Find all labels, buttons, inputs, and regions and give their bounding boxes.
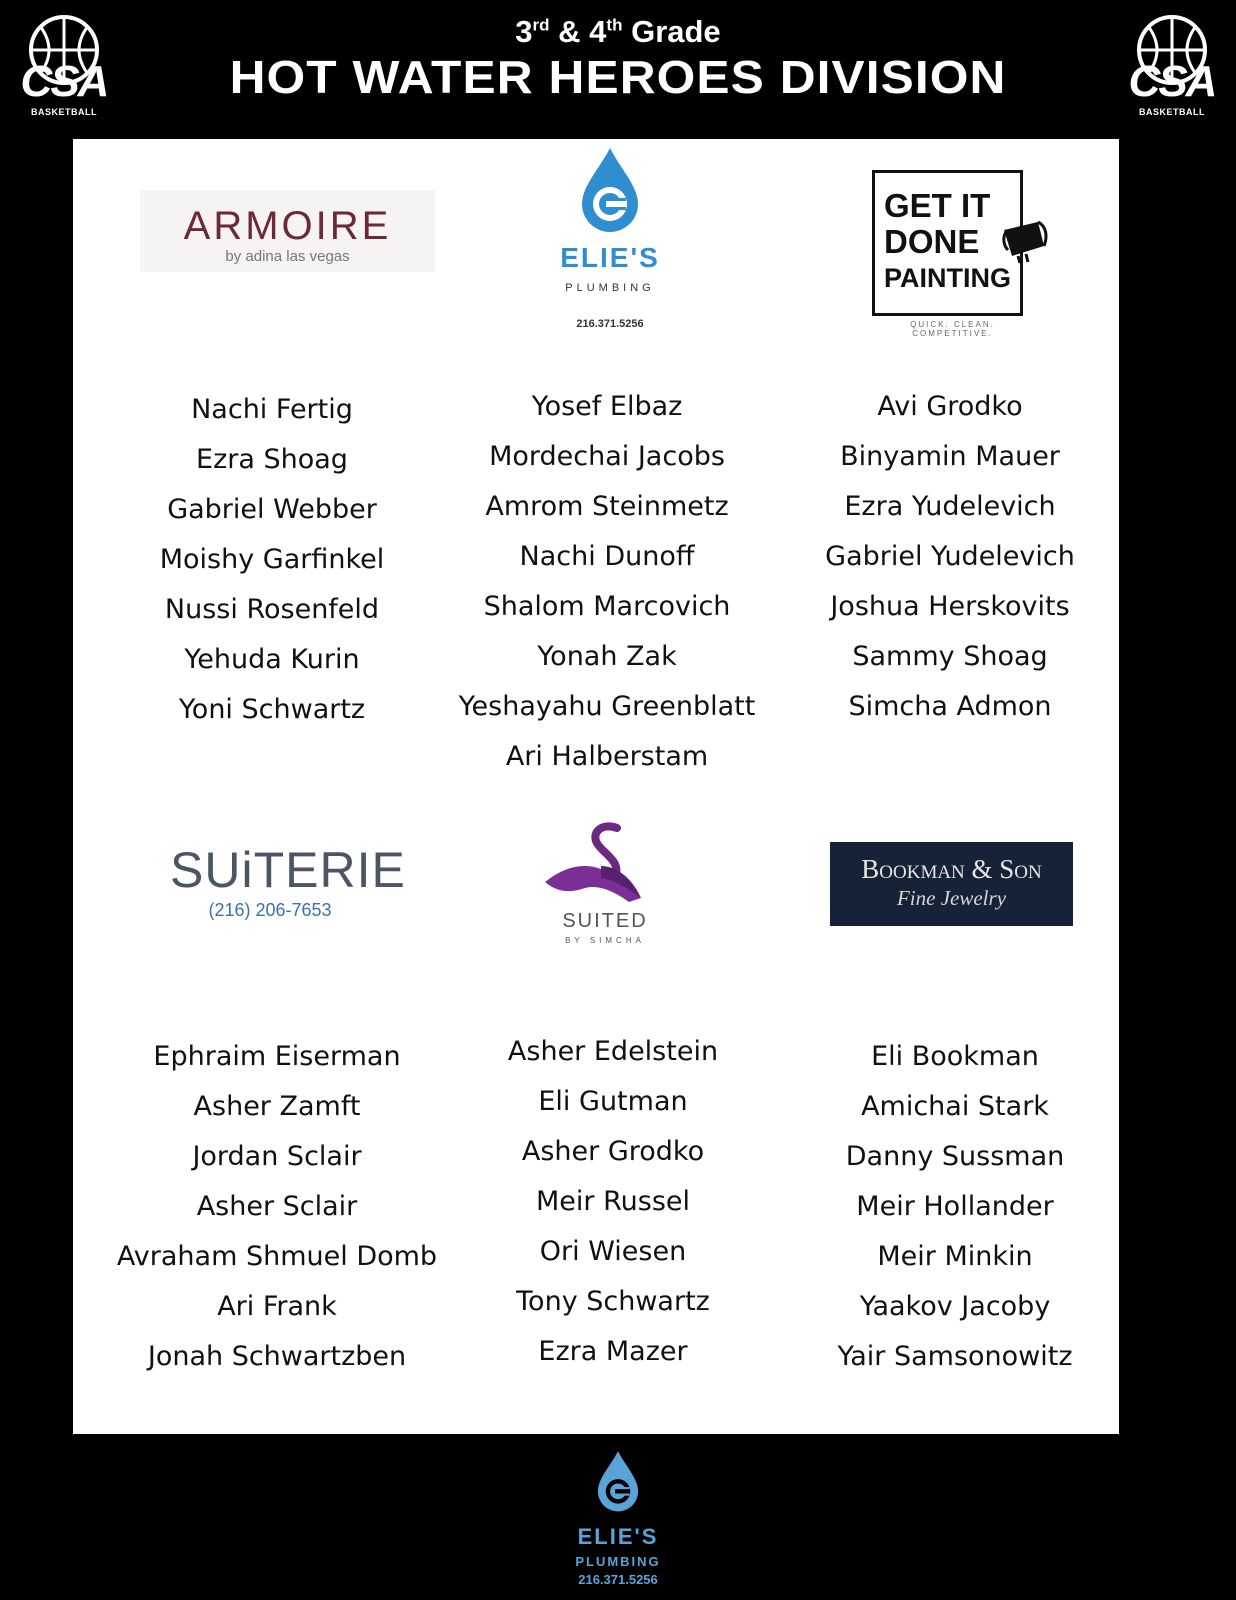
gid-tagline: QUICK. CLEAN. COMPETITIVE. <box>910 320 995 338</box>
suited-sub: BY SIMCHA <box>565 936 645 945</box>
list-item: Mordechai Jacobs <box>489 441 725 472</box>
list-item: Asher Sclair <box>196 1191 358 1222</box>
list-item: Eli Bookman <box>871 1041 1039 1072</box>
elies-name: ELIE'S <box>560 242 660 273</box>
sponsor-logo-bookman <box>830 842 1073 926</box>
team-roster-armoire <box>92 385 452 735</box>
list-item: Avi Grodko <box>877 391 1023 422</box>
team-roster-elies <box>427 382 787 782</box>
list-item: Yehuda Kurin <box>184 644 360 675</box>
csa-logo-sub: BASKETBALL <box>1139 107 1205 117</box>
list-item: Yaakov Jacoby <box>859 1291 1051 1322</box>
suited-name: SUITED <box>562 910 648 932</box>
list-item: Sammy Shoag <box>852 641 1048 672</box>
list-item: Yosef Elbaz <box>531 391 683 422</box>
list-item: Shalom Marcovich <box>483 591 731 622</box>
bookman-name: Bookman & Son <box>861 854 1042 884</box>
team-roster-suiterie <box>97 1032 457 1382</box>
list-item: Gabriel Yudelevich <box>825 541 1075 572</box>
list-item: Joshua Herskovits <box>830 591 1070 622</box>
list-item: Avraham Shmuel Domb <box>116 1241 438 1272</box>
list-item: Binyamin Mauer <box>840 441 1060 472</box>
csa-logo-sub: BASKETBALL <box>31 107 97 117</box>
suiterie-phone: (216) 206-7653 <box>208 900 332 920</box>
silk-s-icon <box>545 822 665 912</box>
list-item: Nachi Dunoff <box>519 541 695 572</box>
list-item: Meir Russel <box>536 1186 690 1217</box>
list-item: Jonah Schwartzben <box>147 1341 407 1372</box>
list-item: Moishy Garfinkel <box>159 544 385 575</box>
list-item: Ari Frank <box>217 1291 337 1322</box>
water-drop-icon <box>595 1446 641 1518</box>
list-item: Tony Schwartz <box>516 1286 710 1317</box>
list-item: Ezra Yudelevich <box>844 491 1056 522</box>
list-item: Eli Gutman <box>538 1086 688 1117</box>
grade-heading: 3rd & 4th Grade <box>515 14 721 49</box>
elies-sub: PLUMBING <box>565 282 655 294</box>
paint-bucket-icon <box>998 216 1050 264</box>
list-item: Yeshayahu Greenblatt <box>458 691 756 722</box>
list-item: Danny Sussman <box>845 1141 1065 1172</box>
list-item: Meir Hollander <box>856 1191 1054 1222</box>
footer-elies-name: ELIE'S <box>577 1524 659 1549</box>
bookman-sub: Fine Jewelry <box>896 886 1007 910</box>
list-item: Nachi Fertig <box>191 394 353 425</box>
list-item: Ephraim Eiserman <box>153 1041 401 1072</box>
armoire-tagline: by adina las vegas <box>225 248 350 265</box>
list-item: Ezra Shoag <box>196 444 348 475</box>
list-item: Asher Zamft <box>193 1091 361 1122</box>
list-item: Yoni Schwartz <box>178 694 366 725</box>
list-item: Asher Edelstein <box>507 1036 719 1067</box>
csa-logo-text: CSA <box>1128 57 1216 106</box>
sponsor-logo-elies <box>530 146 690 336</box>
footer-elies-phone: 216.371.5256 <box>578 1572 658 1587</box>
team-roster-bookman <box>775 1032 1135 1382</box>
water-drop-icon <box>578 146 642 236</box>
list-item: Simcha Admon <box>848 691 1052 722</box>
footer-elies-sub: PLUMBING <box>575 1554 661 1569</box>
footer-sponsor-elies <box>553 1446 683 1596</box>
list-item: Jordan Sclair <box>192 1141 362 1172</box>
list-item: Meir Minkin <box>877 1241 1033 1272</box>
team-roster-suited <box>433 1027 793 1377</box>
gid-wordmark: GET IT DONE PAINTING <box>884 187 1011 293</box>
list-item: Nussi Rosenfeld <box>164 594 380 625</box>
list-item: Yair Samsonowitz <box>837 1341 1073 1372</box>
elies-phone: 216.371.5256 <box>576 318 644 330</box>
list-item: Asher Grodko <box>521 1136 705 1167</box>
team-roster-get-it-done <box>770 382 1130 732</box>
sponsor-logo-get-it-done-painting <box>870 170 1060 340</box>
list-item: Ezra Mazer <box>538 1336 688 1367</box>
sponsor-logo-armoire <box>140 190 435 272</box>
sponsor-logo-suiterie <box>170 842 406 922</box>
list-item: Amrom Steinmetz <box>485 491 729 522</box>
armoire-name: ARMOIRE <box>183 204 392 248</box>
list-item: Amichai Stark <box>861 1091 1049 1122</box>
csa-logo-text: CSA <box>20 57 108 106</box>
sponsor-logo-suited <box>540 822 670 952</box>
list-item: Ari Halberstam <box>505 741 709 772</box>
division-title: HOT WATER HEROES DIVISION <box>229 51 1007 103</box>
list-item: Ori Wiesen <box>539 1236 687 1267</box>
list-item: Gabriel Webber <box>167 494 377 525</box>
suiterie-name: SUiTERIE <box>170 842 406 898</box>
list-item: Yonah Zak <box>537 641 677 672</box>
